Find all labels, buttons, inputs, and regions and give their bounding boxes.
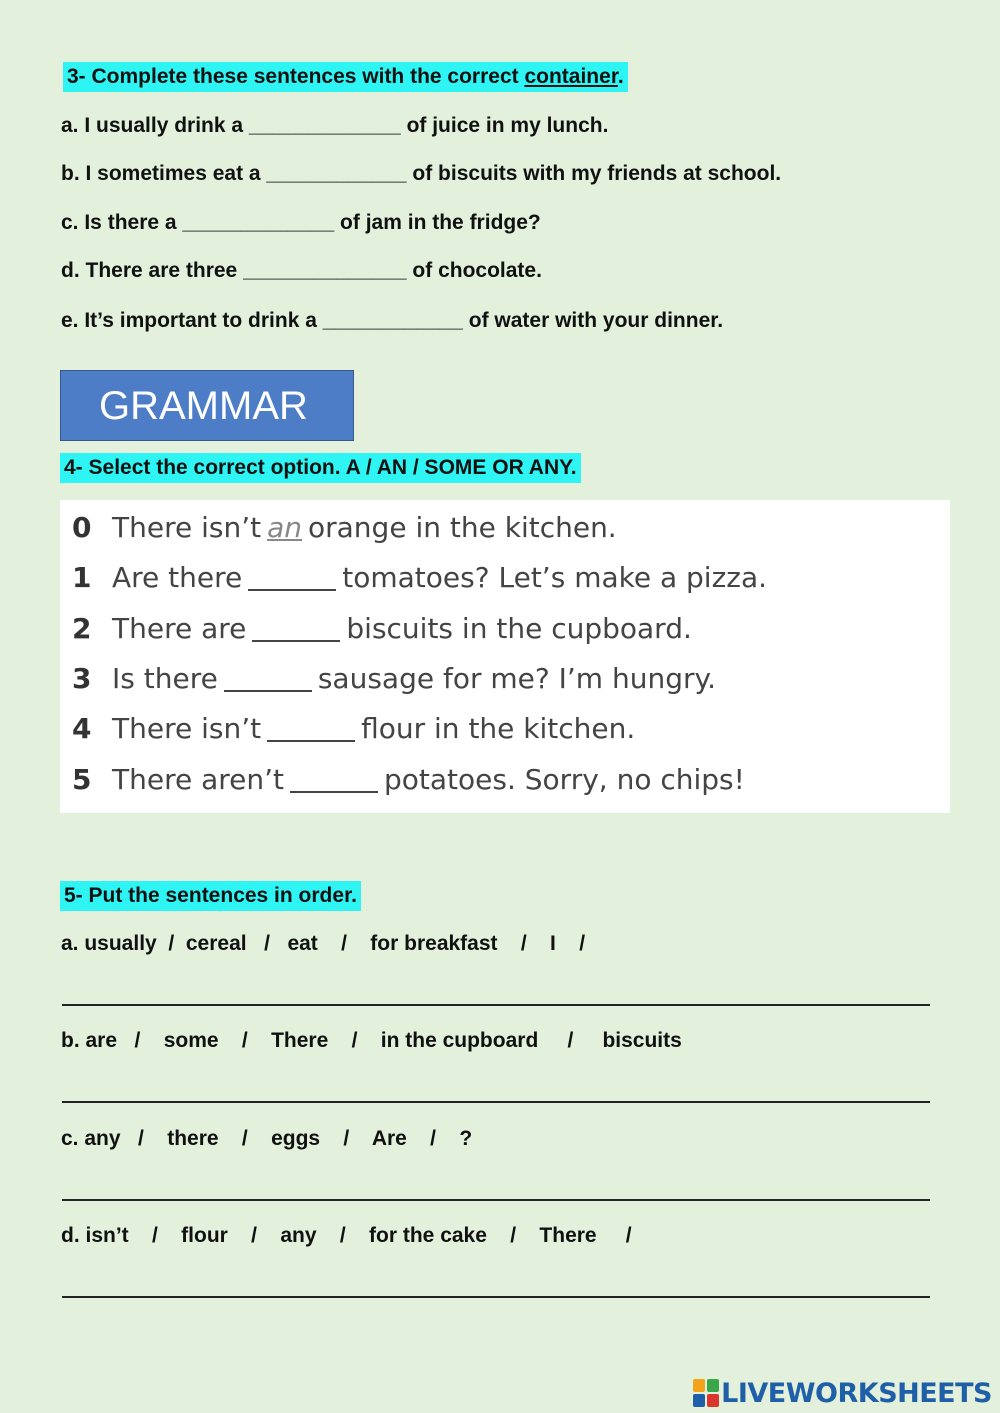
logo-square-1: [693, 1379, 705, 1392]
grammar-banner-label: GRAMMAR: [99, 384, 308, 428]
exercise-text-before: There are: [112, 612, 247, 645]
section3-heading-text: 3- Complete these sentences with the correct: [67, 65, 525, 88]
section3-sentence-d[interactable]: d. There are three ______________ of chocolate.: [61, 259, 542, 282]
section3-heading-suffix: .: [617, 65, 624, 88]
exercise-text-before: Are there: [112, 561, 243, 594]
exercise-row-2: [72, 611, 692, 647]
exercise-text-after: biscuits in the cupboard.: [346, 612, 692, 645]
exercise-row-0: [72, 510, 617, 546]
exercise-row-1: [72, 560, 767, 596]
exercise-number: 5: [72, 763, 92, 796]
section5-item-d: d. isn’t / flour / any / for the cake / There /: [61, 1224, 632, 1247]
exercise-number: 1: [72, 561, 92, 594]
exercise-answer-blank-4[interactable]: [267, 714, 355, 742]
section3-sentence-a[interactable]: a. I usually drink a _____________ of juice in my lunch.: [61, 114, 609, 137]
exercise-text-after: sausage for me? I’m hungry.: [317, 662, 716, 695]
section5-answer-line-b[interactable]: [62, 1101, 930, 1103]
exercise-text-before: There aren’t: [112, 763, 285, 796]
exercise-number: 4: [72, 712, 92, 745]
logo-square-2: [707, 1379, 719, 1392]
exercise-row-4: [72, 711, 635, 747]
liveworksheets-logo-text: LIVEWORKSHEETS: [721, 1377, 992, 1409]
section5-heading: 5- Put the sentences in order.: [60, 881, 361, 911]
section5-answer-line-d[interactable]: [62, 1296, 930, 1298]
exercise-number: 0: [72, 511, 92, 544]
exercise-text-before: There isn’t: [112, 511, 262, 544]
section5-item-b: b. are / some / There / in the cupboard / biscuits: [61, 1029, 682, 1052]
exercise-answer-blank-5[interactable]: [290, 765, 378, 793]
section3-heading-keyword: container: [524, 65, 618, 88]
exercise-number: 3: [72, 662, 92, 695]
section5-answer-line-a[interactable]: [62, 1004, 930, 1006]
exercise-row-3: [72, 661, 716, 697]
liveworksheets-logo[interactable]: [693, 1376, 992, 1410]
section3-heading: [63, 62, 628, 92]
exercise-number: 2: [72, 612, 92, 645]
section3-sentence-e[interactable]: e. It’s important to drink a ____________ of water with your dinner.: [61, 309, 724, 332]
section5-item-a: a. usually / cereal / eat / for breakfast / I /: [61, 932, 586, 955]
exercise-text-after: orange in the kitchen.: [308, 511, 617, 544]
logo-square-3: [693, 1394, 705, 1407]
exercise-example-answer: an: [267, 511, 302, 544]
exercise-text-after: potatoes. Sorry, no chips!: [384, 763, 745, 796]
liveworksheets-logo-icon: [693, 1379, 719, 1407]
exercise-text-after: flour in the kitchen.: [361, 712, 636, 745]
section3-sentence-b[interactable]: b. I sometimes eat a ____________ of biscuits with my friends at school.: [61, 162, 782, 185]
section4-exercise-panel: [60, 500, 950, 813]
section5-item-c: c. any / there / eggs / Are / ?: [61, 1127, 473, 1150]
exercise-text-before: There isn’t: [112, 712, 262, 745]
logo-square-4: [707, 1394, 719, 1407]
exercise-text-after: tomatoes? Let’s make a pizza.: [342, 561, 768, 594]
section3-sentence-c[interactable]: c. Is there a _____________ of jam in the fridge?: [61, 211, 541, 234]
section5-answer-line-c[interactable]: [62, 1199, 930, 1201]
exercise-answer-blank-2[interactable]: [252, 614, 340, 642]
section4-heading: 4- Select the correct option. A / AN / SOME OR ANY.: [60, 453, 581, 483]
exercise-text-before: Is there: [112, 662, 218, 695]
exercise-answer-blank-1[interactable]: [248, 563, 336, 591]
exercise-row-5: [72, 762, 745, 798]
exercise-answer-blank-3[interactable]: [224, 664, 312, 692]
grammar-banner: [60, 370, 354, 441]
